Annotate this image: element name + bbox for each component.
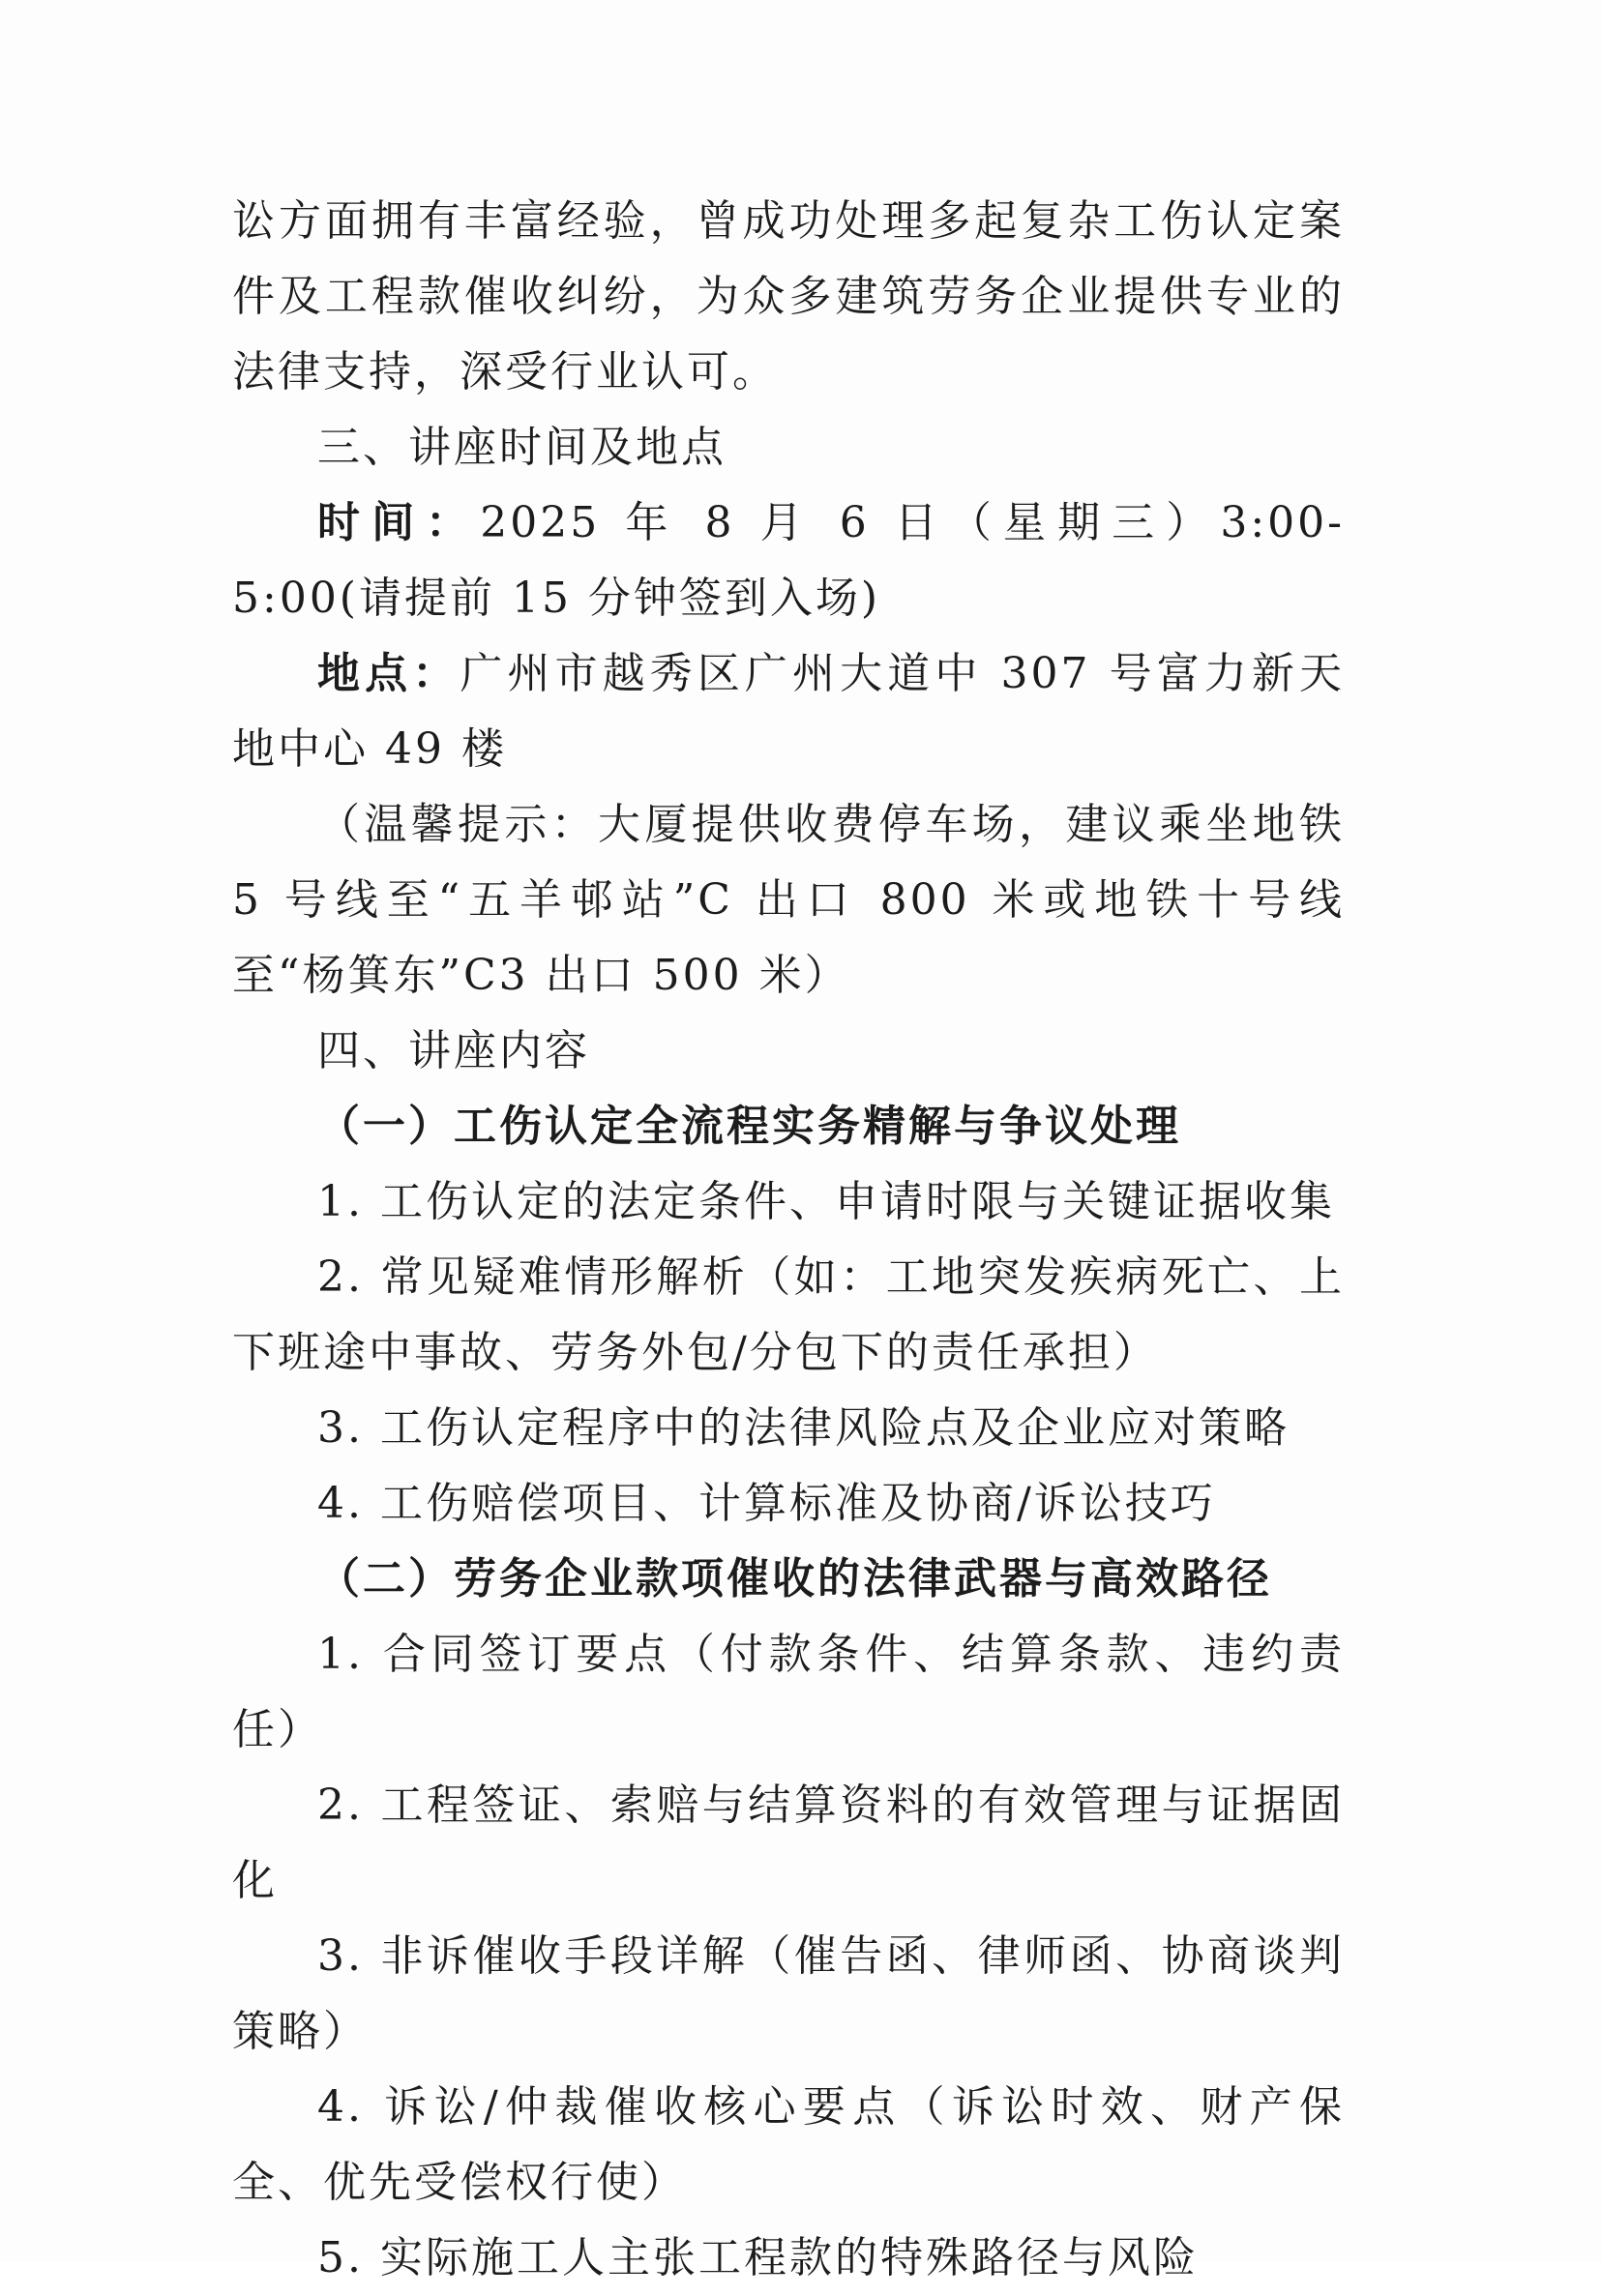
intro-paragraph: 讼方面拥有丰富经验，曾成功处理多起复杂工伤认定案件及工程款催收纠纷，为众多建筑劳务企业提供专业的法律支持，深受行业认可。 (232, 196, 1345, 397)
part-1-item: 2. 常见疑难情形解析（如：工地突发疾病死亡、上下班途中事故、劳务外包/分包下的责任承担） (232, 1252, 1345, 1377)
part-1-item: 1. 工伤认定的法定条件、申请时限与关键证据收集 (317, 1177, 1335, 1226)
place-label: 地点： (317, 649, 460, 698)
part-2-title: （二）劳务企业款项催收的法律武器与高效路径 (317, 1554, 1272, 1604)
tip-paragraph: （温馨提示：大厦提供收费停车场，建议乘坐地铁 5 号线至“五羊邨站”C 出口 800 米或地铁十号线至“杨箕东”C3 出口 500 米） (232, 800, 1345, 1000)
part-2-item: 4. 诉讼/仲裁催收核心要点（诉讼时效、财产保全、优先受偿权行使） (232, 2082, 1345, 2207)
section-4-title: 四、讲座内容 (317, 1026, 590, 1075)
part-2-item: 5. 实际施工人主张工程款的特殊路径与风险 (317, 2233, 1199, 2282)
section-3-title: 三、讲座时间及地点 (317, 423, 727, 472)
part-1-item: 4. 工伤赔偿项目、计算标准及协商/诉讼技巧 (317, 1479, 1216, 1528)
part-1-item: 3. 工伤认定程序中的法律风险点及企业应对策略 (317, 1403, 1290, 1453)
part-2-item: 3. 非诉催收手段详解（催告函、律师函、协商谈判策略） (232, 1931, 1345, 2056)
time-label: 时间： (317, 498, 481, 547)
place-value: 广州市越秀区广州大道中 307 号富力新天地中心 49 楼 (232, 649, 1345, 774)
part-2-item: 2. 工程签证、索赔与结算资料的有效管理与证据固化 (232, 1781, 1345, 1905)
part-2-item: 1. 合同签订要点（付款条件、结算条款、违约责任） (232, 1630, 1345, 1754)
place-paragraph (232, 636, 1345, 787)
document-body (232, 184, 1345, 2296)
time-paragraph (232, 486, 1345, 636)
time-value: 2025 年 8 月 6 日（星期三）3:00-5:00(请提前 15 分钟签到入场) (232, 498, 1346, 623)
part-1-title: （一）工伤认定全流程实务精解与争议处理 (317, 1102, 1181, 1151)
